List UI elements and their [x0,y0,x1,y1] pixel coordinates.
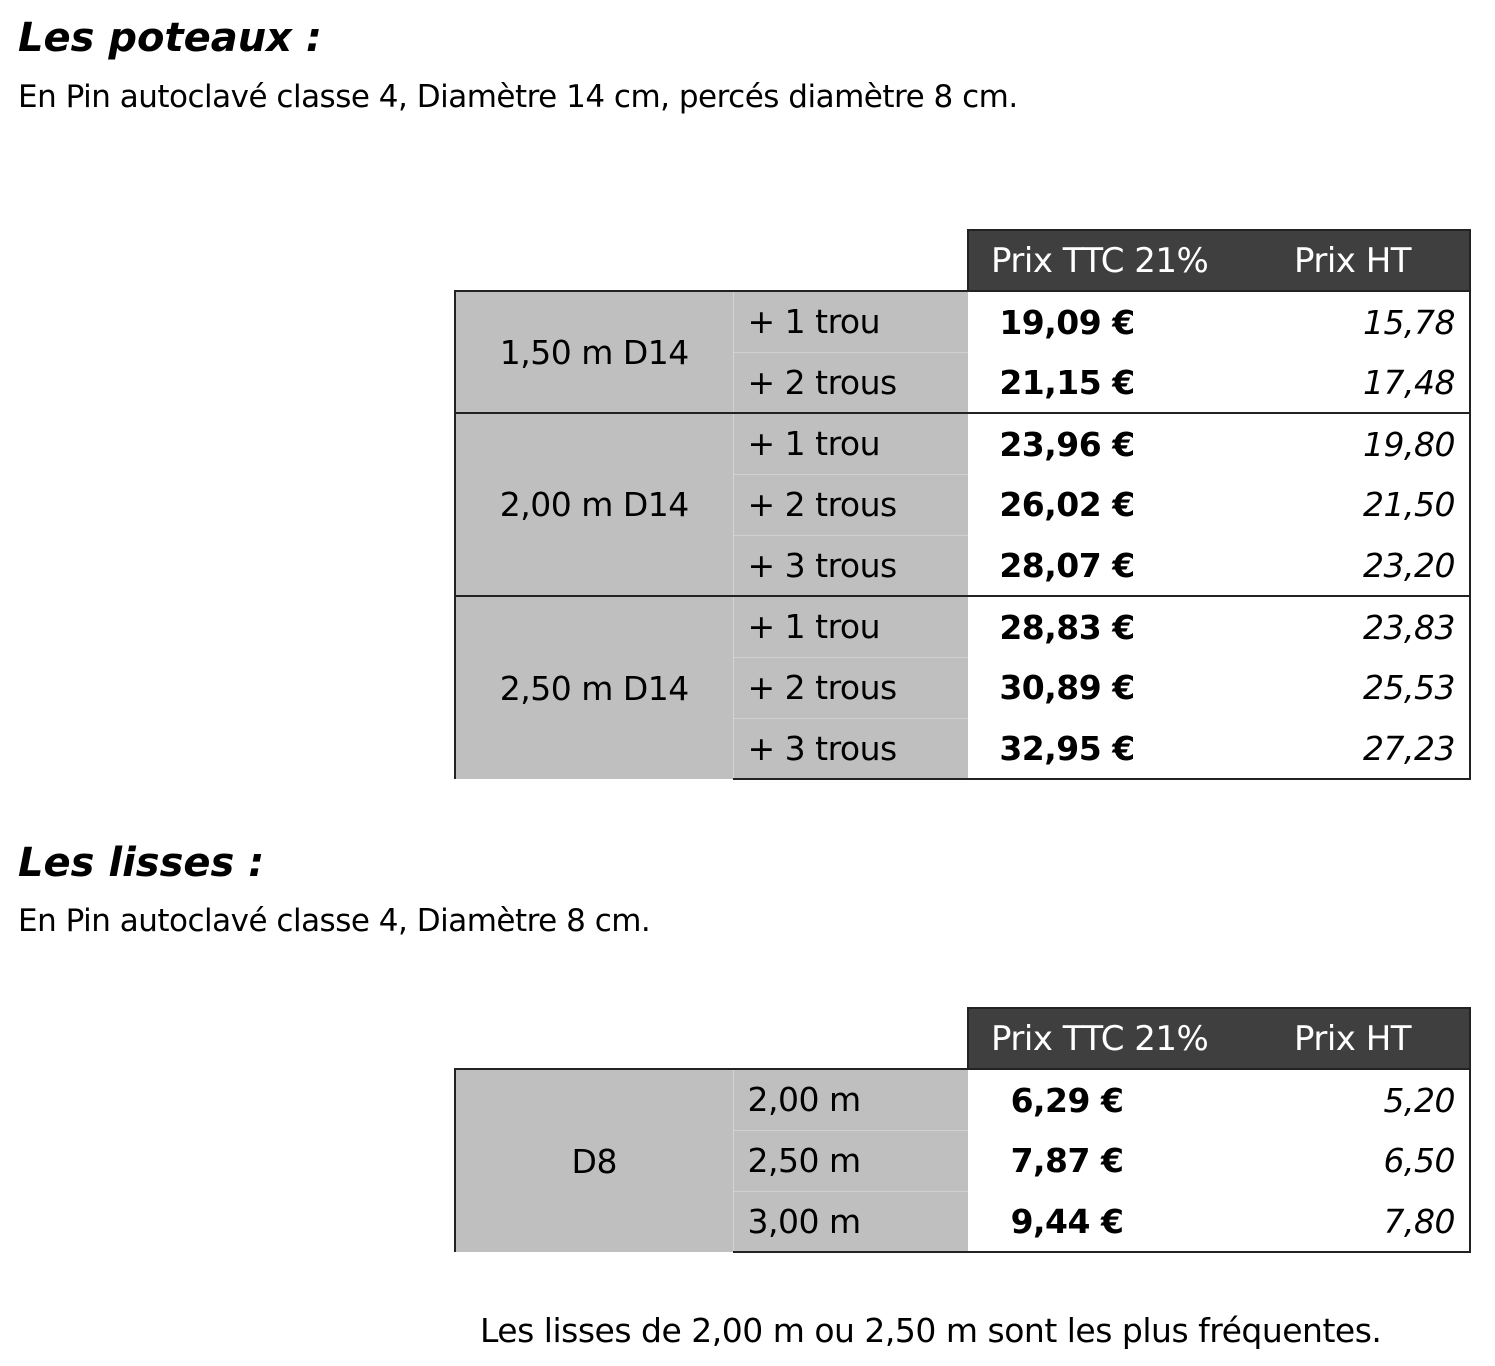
header-prix-ttc: Prix TTC 21% [968,230,1236,291]
price-ttc-cell: 28,83 € [968,596,1236,657]
price-ttc-cell: 26,02 € [968,474,1236,535]
lisses-price-table [454,1007,1471,1253]
table-row [455,1069,1470,1130]
product-name-cell: 1,50 m D14 [455,291,733,413]
price-ttc-cell: 19,09 € [968,291,1236,352]
product-name-cell: 2,00 m D14 [455,413,733,596]
price-ttc-cell: 30,89 € [968,657,1236,718]
option-cell: + 2 trous [733,657,968,718]
table-row [455,291,1470,352]
price-ttc-cell: 9,44 € [968,1191,1236,1252]
price-ht-cell: 23,20 [1236,535,1470,596]
option-cell: 3,00 m [733,1191,968,1252]
price-ht-cell: 15,78 [1236,291,1470,352]
price-ht-cell: 25,53 [1236,657,1470,718]
header-spacer [455,1008,968,1069]
table-row [455,596,1470,657]
table-row [455,413,1470,474]
price-ht-cell: 17,48 [1236,352,1470,413]
lisses-note: Les lisses de 2,00 m ou 2,50 m sont les plus fréquentes. [480,1311,1382,1350]
product-name-cell: D8 [455,1069,733,1252]
price-ttc-cell: 7,87 € [968,1130,1236,1191]
price-ht-cell: 6,50 [1236,1130,1470,1191]
table-header-row [455,230,1470,291]
price-ttc-cell: 6,29 € [968,1069,1236,1130]
table-header-row [455,1008,1470,1069]
price-ht-cell: 5,20 [1236,1069,1470,1130]
price-ttc-cell: 21,15 € [968,352,1236,413]
price-ht-cell: 19,80 [1236,413,1470,474]
price-ttc-cell: 32,95 € [968,718,1236,779]
option-cell: + 2 trous [733,352,968,413]
price-ht-cell: 27,23 [1236,718,1470,779]
option-cell: + 2 trous [733,474,968,535]
lisses-table-body [455,1069,1470,1252]
header-prix-ht: Prix HT [1236,1008,1470,1069]
header-prix-ht: Prix HT [1236,230,1470,291]
price-ht-cell: 23,83 [1236,596,1470,657]
header-spacer [455,230,968,291]
option-cell: + 1 trou [733,413,968,474]
poteaux-table-body [455,291,1470,779]
price-ht-cell: 21,50 [1236,474,1470,535]
product-name-cell: 2,50 m D14 [455,596,733,779]
lisses-description: En Pin autoclavé classe 4, Diamètre 8 cm. [18,903,651,939]
poteaux-price-table [454,229,1471,780]
option-cell: + 1 trou [733,596,968,657]
option-cell: 2,00 m [733,1069,968,1130]
option-cell: + 3 trous [733,718,968,779]
poteaux-description: En Pin autoclavé classe 4, Diamètre 14 cm, percés diamètre 8 cm. [18,79,1018,115]
option-cell: + 3 trous [733,535,968,596]
price-ht-cell: 7,80 [1236,1191,1470,1252]
price-ttc-cell: 23,96 € [968,413,1236,474]
option-cell: 2,50 m [733,1130,968,1191]
price-ttc-cell: 28,07 € [968,535,1236,596]
option-cell: + 1 trou [733,291,968,352]
poteaux-section-title: Les poteaux : [18,15,322,61]
lisses-section-title: Les lisses : [18,840,265,886]
header-prix-ttc: Prix TTC 21% [968,1008,1236,1069]
